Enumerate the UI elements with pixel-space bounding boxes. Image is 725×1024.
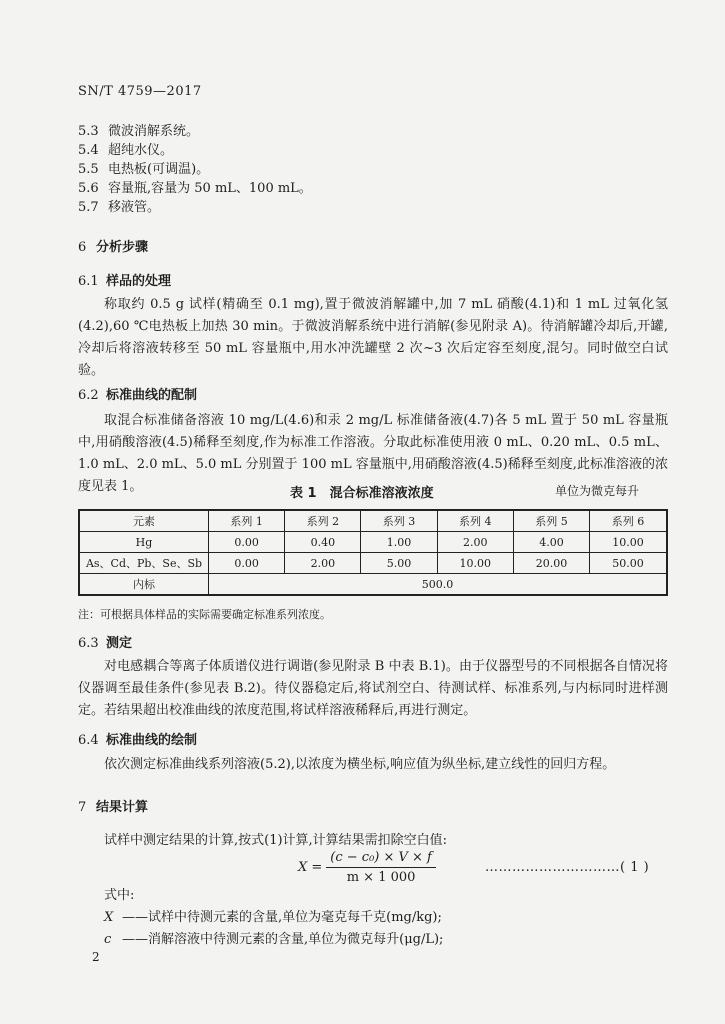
section-heading-6: 6 分析步骤 (78, 240, 149, 255)
table-cell: 2.00 (437, 532, 513, 553)
variable-definition: c ——消解溶液中待测元素的含量,单位为微克每升(μg/L); (104, 932, 444, 947)
formula-fraction (326, 850, 436, 885)
table-cell: 10.00 (437, 553, 513, 574)
table-cell: 500.0 (209, 574, 668, 596)
result-formula (298, 850, 436, 885)
table-header-cell: 系列 6 (590, 510, 667, 532)
concentration-table (78, 509, 668, 596)
table-cell: 0.40 (285, 532, 361, 553)
table-header-cell: 系列 4 (437, 510, 513, 532)
section-heading-6-1: 6.1 样品的处理 (78, 274, 172, 289)
table-cell: As、Cd、Pb、Se、Sb (79, 553, 209, 574)
equation-number: …………………………( 1 ) (485, 860, 650, 875)
table-header-cell: 系列 5 (513, 510, 589, 532)
standard-code: SN/T 4759—2017 (78, 84, 202, 99)
table-cell: 5.00 (361, 553, 437, 574)
table-unit: 单位为微克每升 (555, 484, 640, 498)
table-cell: 内标 (79, 574, 209, 596)
section-heading-6-2: 6.2 标准曲线的配制 (78, 388, 198, 403)
paragraph-standard-curve-prep: 取混合标准储备溶液 10 mg/L(4.6)和汞 2 mg/L 标准储备液(4.7)各 5 mL 置于 50 mL 容量瓶中,用硝酸溶液(4.5)稀释至刻度,作为标准工作溶液。分取此标准使用液 0 mL、0.20 mL、0.5 mL、1.0 mL、2.0 mL、5.0 mL 分别置于 100 mL 容量瓶中,用硝酸溶液(4.5)稀释至刻度,此标准溶液的浓度见表 1。 (78, 413, 668, 494)
equipment-item: 5.3 微波消解系统。 (78, 124, 200, 139)
table-header-cell: 系列 1 (209, 510, 285, 532)
section-heading-7: 7 结果计算 (78, 800, 149, 815)
table-cell: 4.00 (513, 532, 589, 553)
where-label: 式中: (104, 888, 135, 903)
table-caption: 表 1 混合标准溶液浓度 (290, 486, 434, 501)
table-cell: 10.00 (590, 532, 667, 553)
table-header-cell: 元素 (79, 510, 209, 532)
paragraph-curve-plotting: 依次测定标准曲线系列溶液(5.2),以浓度为横坐标,响应值为纵坐标,建立线性的回归方程。 (104, 757, 616, 772)
formula-denominator: m × 1 000 (346, 870, 416, 885)
table-header-cell: 系列 2 (285, 510, 361, 532)
table-cell: 20.00 (513, 553, 589, 574)
equipment-item: 5.4 超纯水仪。 (78, 143, 174, 158)
section-heading-6-3: 6.3 测定 (78, 636, 133, 651)
paragraph-measurement: 对电感耦合等离子体质谱仪进行调谐(参见附录 B 中表 B.1)。由于仪器型号的不同根据各自情况将仪器调至最佳条件(参见表 B.2)。待仪器稳定后,将试剂空白、待测试样、标准系列,与内标同时进样测定。若结果超出校准曲线的浓度范围,将试样溶液稀释后,再进行测定。 (78, 659, 668, 718)
paragraph-sample-treatment: 称取约 0.5 g 试样(精确至 0.1 mg),置于微波消解罐中,加 7 mL 硝酸(4.1)和 1 mL 过氧化氢(4.2),60 ℃电热板上加热 30 min。于微波消解系统中进行消解(参见附录 A)。待消解罐冷却后,开罐,冷却后将溶液转移至 50 mL 容量瓶中,用水冲洗罐壁 2 次~3 次后定容至刻度,混匀。同时做空白试验。 (78, 297, 668, 378)
table-row (79, 574, 667, 596)
table-row (79, 553, 667, 574)
table-cell: 0.00 (209, 532, 285, 553)
table-cell: Hg (79, 532, 209, 553)
variable-definition: X ——试样中待测元素的含量,单位为毫克每千克(mg/kg); (104, 910, 442, 925)
table-cell: 50.00 (590, 553, 667, 574)
equipment-item: 5.5 电热板(可调温)。 (78, 162, 210, 177)
formula-lhs: X = (298, 860, 323, 875)
table-header-row (79, 510, 667, 532)
section-heading-6-4: 6.4 标准曲线的绘制 (78, 733, 198, 748)
table-cell: 0.00 (209, 553, 285, 574)
table-row (79, 532, 667, 553)
table-header-cell: 系列 3 (361, 510, 437, 532)
table-cell: 1.00 (361, 532, 437, 553)
equipment-item: 5.7 移液管。 (78, 200, 161, 215)
formula-numerator: (c − c₀) × V × f (326, 850, 436, 868)
table-cell: 2.00 (285, 553, 361, 574)
paragraph-calculation-intro: 试样中测定结果的计算,按式(1)计算,计算结果需扣除空白值: (104, 833, 448, 848)
table-note: 注：可根据具体样品的实际需要确定标准系列浓度。 (78, 608, 331, 621)
equipment-item: 5.6 容量瓶,容量为 50 mL、100 mL。 (78, 181, 312, 196)
page-number: 2 (92, 950, 100, 964)
